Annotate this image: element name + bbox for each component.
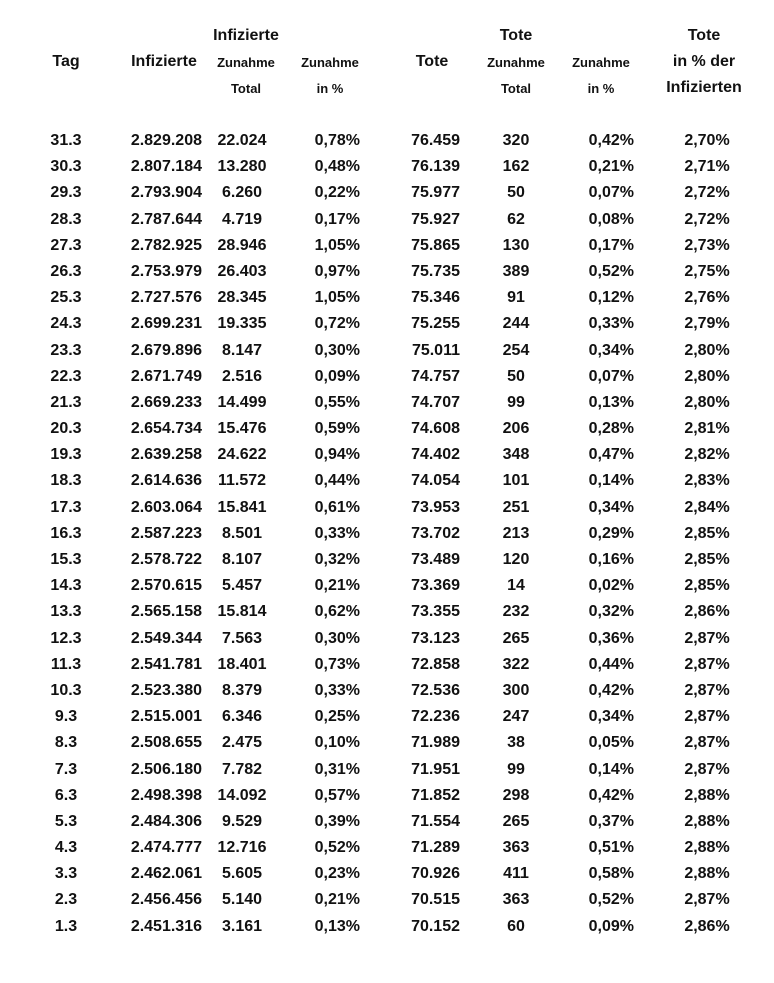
cell-tote-zunahme-total: 251 <box>502 498 530 516</box>
cell-infizierte-zunahme-pct: 0,48% <box>314 158 360 176</box>
cell-infizierte-zunahme-total: 15.476 <box>217 420 267 438</box>
cell-tote-zunahme-pct: 0,09% <box>588 917 634 935</box>
cell-tote-zunahme-total: 14 <box>507 577 525 595</box>
cell-infizierte-zunahme-pct: 0,30% <box>314 341 360 359</box>
cell-infizierte-zunahme-total: 8.501 <box>221 524 263 542</box>
table-row <box>0 914 774 940</box>
cell-infizierte: 2.451.316 <box>130 917 202 935</box>
cell-tote: 74.757 <box>411 367 460 385</box>
cell-tote: 73.369 <box>411 577 460 595</box>
table-row <box>0 809 774 835</box>
cell-tag: 18.3 <box>50 472 82 490</box>
cell-infizierte: 2.462.061 <box>130 865 202 883</box>
cell-tag: 20.3 <box>50 420 82 438</box>
cell-infizierte-zunahme-pct: 0,59% <box>314 420 360 438</box>
cell-infizierte-zunahme-pct: 0,22% <box>314 184 360 202</box>
header-tote-zunahme-pct-line2: in % <box>587 81 615 96</box>
cell-infizierte-zunahme-total: 11.572 <box>217 472 267 490</box>
cell-tote-quote: 2,81% <box>684 420 730 438</box>
table-row <box>0 730 774 756</box>
cell-infizierte: 2.523.380 <box>130 681 202 699</box>
cell-tote: 71.289 <box>411 839 460 857</box>
cell-tote: 75.927 <box>411 210 460 228</box>
cell-tag: 13.3 <box>50 603 82 621</box>
table-row <box>0 233 774 259</box>
cell-tote-quote: 2,72% <box>684 210 730 228</box>
cell-infizierte-zunahme-total: 8.107 <box>221 551 263 568</box>
cell-infizierte: 2.587.223 <box>130 524 202 542</box>
cell-infizierte-zunahme-pct: 1,05% <box>314 236 360 254</box>
cell-infizierte: 2.484.306 <box>130 812 202 830</box>
header-inf-zunahme-total-line3: Total <box>230 81 262 96</box>
cell-tote: 75.346 <box>411 289 460 307</box>
cell-infizierte-zunahme-total: 15.841 <box>217 498 267 516</box>
cell-tag: 31.3 <box>50 132 82 149</box>
cell-tote-zunahme-pct: 0,12% <box>588 289 634 307</box>
cell-tote-zunahme-pct: 0,21% <box>588 158 634 176</box>
cell-infizierte-zunahme-pct: 0,94% <box>314 446 360 464</box>
cell-tote-zunahme-pct: 0,29% <box>588 524 634 542</box>
cell-tote-quote: 2,87% <box>684 760 730 778</box>
cell-tag: 11.3 <box>50 655 82 673</box>
cell-tote-zunahme-pct: 0,44% <box>588 655 634 673</box>
cell-tote: 75.977 <box>411 184 460 202</box>
cell-tote-quote: 2,88% <box>684 812 730 830</box>
cell-tag: 9.3 <box>54 708 78 726</box>
cell-tote: 72.536 <box>411 681 460 699</box>
cell-tote-zunahme-pct: 0,42% <box>588 132 634 149</box>
table-row <box>0 468 774 494</box>
cell-tote-zunahme-total: 206 <box>502 420 530 438</box>
table-row <box>0 887 774 913</box>
header-tote-quote-line1: Tote <box>687 27 721 44</box>
cell-infizierte-zunahme-total: 6.346 <box>221 708 263 726</box>
cell-infizierte: 2.782.925 <box>130 236 202 254</box>
table-row <box>0 861 774 887</box>
cell-tote-zunahme-pct: 0,08% <box>588 210 634 228</box>
cell-tote-quote: 2,85% <box>684 551 730 568</box>
cell-infizierte: 2.498.398 <box>130 786 202 804</box>
cell-infizierte: 2.829.208 <box>130 132 202 149</box>
cell-infizierte-zunahme-total: 8.147 <box>221 341 263 359</box>
cell-tote-quote: 2,72% <box>684 184 730 202</box>
cell-tag: 12.3 <box>50 629 82 647</box>
cell-tag: 7.3 <box>54 760 78 778</box>
table-row <box>0 390 774 416</box>
table-row <box>0 573 774 599</box>
header-inf-zunahme-pct-line2: in % <box>316 81 344 96</box>
cell-tote-zunahme-total: 99 <box>507 760 525 778</box>
table-row <box>0 757 774 783</box>
cell-tag: 24.3 <box>50 315 82 333</box>
cell-infizierte: 2.506.180 <box>130 760 202 778</box>
cell-tote-zunahme-pct: 0,05% <box>588 734 634 752</box>
table-row <box>0 364 774 390</box>
cell-tote-zunahme-pct: 0,07% <box>588 184 634 202</box>
cell-tote-zunahme-pct: 0,34% <box>588 708 634 726</box>
cell-infizierte: 2.679.896 <box>130 341 202 359</box>
table-row <box>0 128 774 154</box>
cell-tote-zunahme-total: 322 <box>502 655 530 673</box>
cell-infizierte: 2.787.644 <box>130 210 202 228</box>
cell-infizierte: 2.549.344 <box>130 629 202 647</box>
cell-tote-zunahme-total: 298 <box>502 786 530 804</box>
table-row <box>0 521 774 547</box>
cell-tote-zunahme-pct: 0,16% <box>588 551 634 568</box>
cell-tote-zunahme-total: 265 <box>502 812 530 830</box>
cell-infizierte-zunahme-pct: 0,52% <box>314 839 360 857</box>
cell-tag: 2.3 <box>54 891 78 909</box>
cell-infizierte: 2.515.001 <box>130 708 202 726</box>
cell-tote: 74.707 <box>411 393 460 411</box>
header-tote-zunahme-total-line2: Zunahme <box>487 55 545 70</box>
cell-tag: 4.3 <box>54 839 78 857</box>
cell-tote-quote: 2,88% <box>684 839 730 857</box>
cell-tote-zunahme-pct: 0,28% <box>588 420 634 438</box>
cell-infizierte-zunahme-total: 7.782 <box>221 760 263 778</box>
cell-infizierte: 2.578.722 <box>130 551 202 568</box>
cell-infizierte-zunahme-total: 26.403 <box>217 262 267 280</box>
cell-tag: 5.3 <box>54 812 78 830</box>
cell-tote-zunahme-pct: 0,52% <box>588 262 634 280</box>
cell-tote: 75.735 <box>411 262 460 280</box>
cell-infizierte-zunahme-pct: 0,55% <box>314 393 360 411</box>
cell-infizierte-zunahme-pct: 0,61% <box>314 498 360 516</box>
cell-tote-zunahme-total: 363 <box>502 839 530 857</box>
cell-infizierte-zunahme-total: 13.280 <box>217 158 267 176</box>
cell-tote-quote: 2,84% <box>684 498 730 516</box>
cell-tote-zunahme-pct: 0,34% <box>588 498 634 516</box>
cell-tag: 26.3 <box>50 262 82 280</box>
table-row <box>0 442 774 468</box>
cell-infizierte-zunahme-total: 28.946 <box>217 236 267 254</box>
cell-infizierte: 2.603.064 <box>130 498 202 516</box>
cell-infizierte-zunahme-total: 15.814 <box>217 603 267 621</box>
cell-infizierte: 2.570.615 <box>130 577 202 595</box>
cell-tag: 3.3 <box>54 865 78 883</box>
cell-infizierte-zunahme-total: 6.260 <box>221 184 263 202</box>
cell-tag: 17.3 <box>50 498 82 516</box>
cell-tote-zunahme-total: 300 <box>502 681 530 699</box>
cell-tag: 23.3 <box>50 341 82 359</box>
cell-tote-zunahme-total: 38 <box>507 734 525 752</box>
cell-tote-quote: 2,87% <box>684 708 730 726</box>
cell-infizierte-zunahme-pct: 1,05% <box>314 289 360 307</box>
header-inf-zunahme-total-line2: Zunahme <box>217 55 275 70</box>
cell-infizierte: 2.508.655 <box>130 734 202 752</box>
table-row <box>0 311 774 337</box>
cell-tote-zunahme-pct: 0,42% <box>588 786 634 804</box>
cell-infizierte-zunahme-total: 5.457 <box>221 577 263 595</box>
cell-infizierte-zunahme-pct: 0,30% <box>314 629 360 647</box>
cell-infizierte-zunahme-total: 4.719 <box>221 210 263 228</box>
cell-tote-quote: 2,86% <box>684 917 730 935</box>
table-row <box>0 259 774 285</box>
cell-tote-quote: 2,87% <box>684 681 730 699</box>
cell-tote-zunahme-pct: 0,14% <box>588 760 634 778</box>
cell-tote-zunahme-total: 254 <box>502 341 530 359</box>
cell-tote: 73.489 <box>411 551 460 568</box>
cell-infizierte-zunahme-total: 22.024 <box>217 132 267 149</box>
cell-infizierte: 2.753.979 <box>130 262 202 280</box>
cell-tote-quote: 2,85% <box>684 524 730 542</box>
cell-infizierte-zunahme-total: 9.529 <box>221 812 263 830</box>
cell-infizierte-zunahme-total: 24.622 <box>217 446 267 464</box>
cell-tote-zunahme-pct: 0,02% <box>588 577 634 595</box>
cell-tote-quote: 2,87% <box>684 734 730 752</box>
cell-tote-zunahme-total: 130 <box>502 236 530 254</box>
cell-tote-zunahme-pct: 0,47% <box>588 446 634 464</box>
cell-infizierte-zunahme-pct: 0,44% <box>314 472 360 490</box>
cell-tote-zunahme-pct: 0,37% <box>588 812 634 830</box>
cell-infizierte-zunahme-total: 12.716 <box>217 839 267 857</box>
cell-tote-zunahme-pct: 0,13% <box>588 393 634 411</box>
cell-tote: 75.865 <box>411 236 460 254</box>
cell-tote-zunahme-total: 389 <box>502 262 530 280</box>
cell-tag: 15.3 <box>50 551 82 568</box>
cell-tote: 76.139 <box>411 158 460 176</box>
header-tag: Tag <box>52 53 80 70</box>
cell-infizierte: 2.639.258 <box>130 446 202 464</box>
cell-infizierte-zunahme-pct: 0,57% <box>314 786 360 804</box>
cell-infizierte-zunahme-pct: 0,25% <box>314 708 360 726</box>
cell-tote: 70.152 <box>411 917 460 935</box>
table-row <box>0 783 774 809</box>
cell-tote: 75.255 <box>411 315 460 333</box>
cell-infizierte: 2.671.749 <box>130 367 202 385</box>
cell-infizierte: 2.541.781 <box>130 655 202 673</box>
cell-infizierte-zunahme-pct: 0,10% <box>314 734 360 752</box>
header-tote-quote-line2: in % der <box>672 53 736 70</box>
table-row <box>0 154 774 180</box>
cell-tote-zunahme-total: 247 <box>502 708 530 726</box>
cell-tote: 70.515 <box>411 891 460 909</box>
table-row <box>0 599 774 625</box>
cell-tote-zunahme-total: 213 <box>502 524 530 542</box>
cell-infizierte-zunahme-total: 5.140 <box>221 891 263 909</box>
cell-infizierte-zunahme-pct: 0,21% <box>314 577 360 595</box>
cell-infizierte-zunahme-total: 14.092 <box>217 786 267 804</box>
cell-infizierte: 2.807.184 <box>130 158 202 176</box>
cell-infizierte-zunahme-pct: 0,32% <box>314 551 360 568</box>
header-tote-zunahme-total-line1: Tote <box>499 27 533 44</box>
cell-tote-zunahme-total: 120 <box>502 551 530 568</box>
cell-infizierte-zunahme-pct: 0,33% <box>314 524 360 542</box>
cell-tote-zunahme-pct: 0,58% <box>588 865 634 883</box>
cell-infizierte-zunahme-total: 2.516 <box>221 367 263 385</box>
cell-tote-zunahme-total: 50 <box>507 184 525 202</box>
table-body <box>0 128 774 940</box>
cell-tote-quote: 2,82% <box>684 446 730 464</box>
cell-tote-zunahme-total: 50 <box>507 367 525 385</box>
cell-tag: 8.3 <box>54 734 78 752</box>
table-row <box>0 416 774 442</box>
cell-tote-zunahme-total: 320 <box>502 132 530 149</box>
cell-tag: 25.3 <box>50 289 82 307</box>
table-row <box>0 678 774 704</box>
cell-tag: 10.3 <box>50 681 82 699</box>
table-row <box>0 207 774 233</box>
table-row <box>0 704 774 730</box>
cell-tote-quote: 2,70% <box>684 132 730 149</box>
cell-tote-zunahme-total: 162 <box>502 158 530 176</box>
cell-tag: 22.3 <box>50 367 82 385</box>
cell-tag: 19.3 <box>50 446 82 464</box>
cell-infizierte: 2.565.158 <box>130 603 202 621</box>
cell-tote: 72.236 <box>411 708 460 726</box>
cell-infizierte-zunahme-total: 19.335 <box>217 315 267 333</box>
table-row <box>0 180 774 206</box>
cell-tote-quote: 2,75% <box>684 262 730 280</box>
cell-tote: 71.554 <box>411 812 460 830</box>
cell-infizierte-zunahme-total: 7.563 <box>221 629 263 647</box>
table-row <box>0 338 774 364</box>
header-tote-quote-line3: Infizierten <box>666 79 742 96</box>
cell-infizierte-zunahme-pct: 0,73% <box>314 655 360 673</box>
cell-tag: 14.3 <box>50 577 82 595</box>
cell-tote-zunahme-total: 91 <box>507 289 525 307</box>
header-infizierte: Infizierte <box>131 53 197 70</box>
header-tote-zunahme-pct-line1: Zunahme <box>572 55 630 70</box>
cell-tag: 30.3 <box>50 158 82 176</box>
cell-tote-zunahme-total: 232 <box>502 603 530 621</box>
cell-tote: 70.926 <box>411 865 460 883</box>
cell-tote-zunahme-total: 265 <box>502 629 530 647</box>
cell-tote-zunahme-pct: 0,33% <box>588 315 634 333</box>
cell-tote-quote: 2,88% <box>684 865 730 883</box>
table-row <box>0 547 774 573</box>
cell-tote-zunahme-total: 411 <box>503 865 529 883</box>
cell-tote: 76.459 <box>411 132 460 149</box>
cell-infizierte-zunahme-pct: 0,97% <box>314 262 360 280</box>
cell-tote-quote: 2,76% <box>684 289 730 307</box>
cell-infizierte-zunahme-pct: 0,09% <box>314 367 360 385</box>
cell-tote-zunahme-total: 60 <box>507 917 525 935</box>
cell-tote-zunahme-total: 348 <box>502 446 530 464</box>
cell-tote-quote: 2,86% <box>684 603 730 621</box>
cell-tote-quote: 2,85% <box>684 577 730 595</box>
cell-infizierte-zunahme-pct: 0,17% <box>314 210 360 228</box>
cell-tote-zunahme-total: 99 <box>507 393 525 411</box>
cell-tote-zunahme-pct: 0,51% <box>588 839 634 857</box>
cell-tote-quote: 2,87% <box>684 655 730 673</box>
cell-tote-quote: 2,87% <box>684 629 730 647</box>
cell-infizierte-zunahme-pct: 0,13% <box>314 917 360 935</box>
cell-tote: 74.402 <box>411 446 460 464</box>
cell-tote: 74.054 <box>411 472 460 490</box>
cell-tag: 29.3 <box>50 184 82 202</box>
cell-infizierte-zunahme-pct: 0,39% <box>314 812 360 830</box>
cell-infizierte-zunahme-total: 8.379 <box>221 681 263 699</box>
cell-infizierte: 2.614.636 <box>130 472 202 490</box>
cell-tote-zunahme-pct: 0,32% <box>588 603 634 621</box>
cell-infizierte: 2.669.233 <box>130 393 202 411</box>
cell-tote: 73.123 <box>411 629 460 647</box>
table-row <box>0 626 774 652</box>
cell-tote-quote: 2,73% <box>684 236 730 254</box>
cell-tag: 16.3 <box>50 524 82 542</box>
cell-tote-zunahme-pct: 0,17% <box>588 236 634 254</box>
cell-infizierte-zunahme-total: 18.401 <box>217 655 267 673</box>
cell-infizierte-zunahme-pct: 0,62% <box>314 603 360 621</box>
cell-infizierte-zunahme-total: 28.345 <box>217 289 267 307</box>
cell-infizierte-zunahme-total: 3.161 <box>221 917 263 935</box>
cell-tote: 73.702 <box>411 524 460 542</box>
cell-tag: 27.3 <box>50 236 82 254</box>
cell-tag: 1.3 <box>54 917 78 935</box>
cell-infizierte: 2.699.231 <box>130 315 202 333</box>
cell-tote-zunahme-pct: 0,14% <box>588 472 634 490</box>
cell-tote: 72.858 <box>411 655 460 673</box>
table-row <box>0 652 774 678</box>
cell-infizierte-zunahme-pct: 0,23% <box>314 865 360 883</box>
cell-infizierte-zunahme-total: 5.605 <box>221 865 263 883</box>
cell-tote-zunahme-total: 363 <box>502 891 530 909</box>
cell-tote-zunahme-pct: 0,34% <box>588 341 634 359</box>
cell-tag: 6.3 <box>54 786 78 804</box>
cell-infizierte-zunahme-total: 2.475 <box>221 734 263 752</box>
cell-tote-zunahme-pct: 0,52% <box>588 891 634 909</box>
cell-tote-zunahme-pct: 0,42% <box>588 681 634 699</box>
cell-tote-quote: 2,87% <box>684 891 730 909</box>
cell-infizierte: 2.727.576 <box>130 289 202 307</box>
cell-infizierte-zunahme-pct: 0,21% <box>314 891 360 909</box>
cell-tote-quote: 2,88% <box>684 786 730 804</box>
cell-tote-quote: 2,80% <box>684 341 730 359</box>
cell-tote: 75.011 <box>411 341 460 359</box>
table-row <box>0 495 774 521</box>
cell-tote: 73.953 <box>411 498 460 516</box>
cell-tote-quote: 2,79% <box>684 315 730 333</box>
cell-tote-zunahme-total: 62 <box>507 210 525 228</box>
cell-infizierte: 2.474.777 <box>130 839 202 857</box>
cell-infizierte-zunahme-total: 14.499 <box>217 393 267 411</box>
cell-tote: 73.355 <box>411 603 460 621</box>
cell-tote: 71.989 <box>411 734 460 752</box>
table-row <box>0 835 774 861</box>
cell-infizierte-zunahme-pct: 0,33% <box>314 681 360 699</box>
cell-infizierte: 2.793.904 <box>130 184 202 202</box>
cell-tote-zunahme-pct: 0,07% <box>588 367 634 385</box>
cell-tote-zunahme-pct: 0,36% <box>588 629 634 647</box>
cell-infizierte-zunahme-pct: 0,31% <box>314 760 360 778</box>
cell-tote-zunahme-total: 244 <box>502 315 530 333</box>
cell-infizierte-zunahme-pct: 0,78% <box>314 132 360 149</box>
cell-tote: 71.951 <box>411 760 460 778</box>
cell-tote-quote: 2,71% <box>684 158 730 176</box>
cell-infizierte-zunahme-pct: 0,72% <box>314 315 360 333</box>
cell-tote-zunahme-total: 101 <box>502 472 530 490</box>
cell-infizierte: 2.654.734 <box>130 420 202 438</box>
cell-tag: 21.3 <box>50 393 82 411</box>
cell-tote-quote: 2,80% <box>684 367 730 385</box>
cell-tote-quote: 2,80% <box>684 393 730 411</box>
cell-tote-quote: 2,83% <box>684 472 730 490</box>
header-inf-zunahme-total-line1: Infizierte <box>213 27 279 44</box>
cell-infizierte: 2.456.456 <box>130 891 202 909</box>
header-tote: Tote <box>415 53 449 70</box>
cell-tote: 71.852 <box>411 786 460 804</box>
header-tote-zunahme-total-line3: Total <box>500 81 532 96</box>
table-row <box>0 285 774 311</box>
cell-tag: 28.3 <box>50 210 82 228</box>
header-inf-zunahme-pct-line1: Zunahme <box>301 55 359 70</box>
cell-tote: 74.608 <box>411 420 460 438</box>
